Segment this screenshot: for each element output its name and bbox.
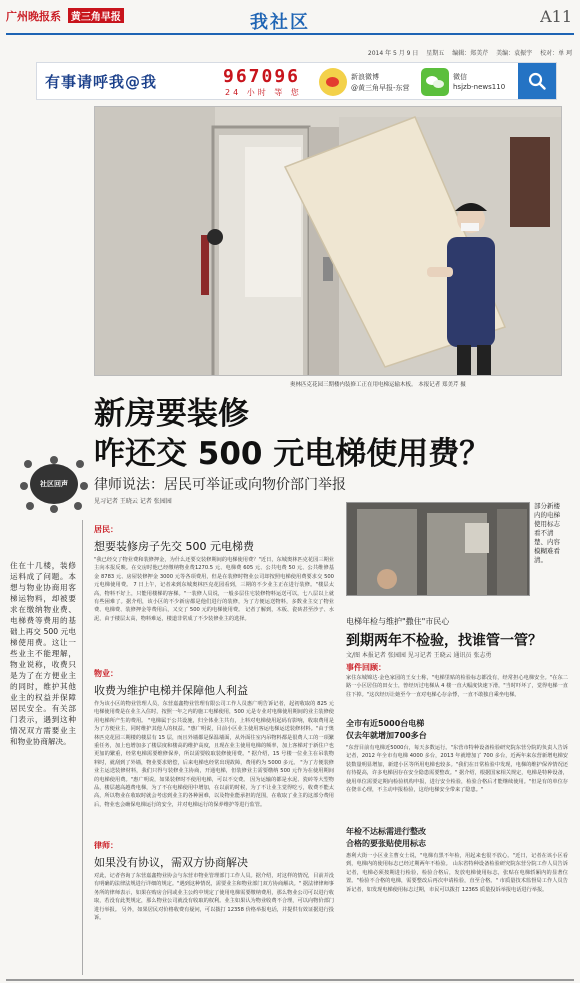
headline-line-2: 咋还交 500 元电梯使用费？ [94, 436, 491, 472]
badge-dot [74, 502, 82, 510]
badge-dot [50, 505, 58, 513]
headline-line-1: 新房要装修 [94, 396, 249, 432]
hotline-number-sub: 24 小时 等 您 [225, 88, 302, 97]
editor-credit: 编辑：郑美芹 [452, 50, 489, 57]
paper-brand [6, 8, 124, 24]
wechat-icon[interactable] [421, 68, 449, 96]
section-body-lawyer: 对此，记者咨询了东营嘉鑫物业协会与东营市物业管理部门工作人员。据介绍，对这样的情况，目前并没有明确的法律法规进行详细的规定。"遇到这种情况，需要业主和物业部门双方协商解决。" 据法律律师事务所的律师表示，如果在购房合同或业主公约中规定了使用电梯需要缴纳费用，那么物业公司可以进行收取，若没有此类规定，那么物业公司就没有收取的权利。业主如果认为物业收费不合理，可以向物价部门进行举报。 另外，如果居民对价格收费有疑问，可以拨打 12358 价格举报电话，并提供有效证据进行投诉。 [94, 873, 334, 922]
elevator-inset-illustration [347, 503, 530, 596]
search-icon [528, 72, 546, 90]
section-kicker-residents: 居民： [94, 525, 118, 534]
main-photo [94, 106, 562, 376]
section-title: 我社区 [250, 12, 310, 33]
elevator-scene-illustration [95, 107, 562, 376]
section-kicker-lawyer: 律师： [94, 841, 118, 850]
issue-date: 2014 年 5 月 9 日 [367, 50, 419, 57]
headline-byline: 见习记者 王晓云 记者 张园园 [94, 498, 172, 505]
inset-photo-note: 部分新楼内的电梯使用标志看不清楚、内容模糊难看清。 [534, 502, 560, 564]
subheadline: 律师说法：居民可举证或向物价部门举报 [94, 477, 346, 493]
issue-weekday: 星期五 [426, 50, 445, 57]
badge-dot [50, 456, 58, 464]
headline [94, 394, 490, 474]
section-heading-lawyer: 如果没有协议，需双方协商解决 [94, 856, 248, 869]
badge-label: 社区回声 [30, 464, 78, 504]
wechat-handle[interactable]: hsjzb-news110 [453, 83, 506, 91]
dateline [362, 48, 572, 57]
right-story-intro: 家住东城锦达·金色家园的王女士称，"电梯里贴的检验标志都没有，经常担心电梯安全。"在东二路一小区居住的田女士，曾经历过电梯从 4 楼一直大幅度快速下滑，"当时吓坏了，觉得电梯一直往下掉。"这次经历让她至今一直对电梯心存余悸，一直不敢独自乘坐电梯。 [346, 675, 568, 698]
page-number: A11 [540, 7, 572, 26]
badge-dot [20, 482, 28, 490]
badge-dot [24, 460, 32, 468]
hotline-number[interactable]: 967096 [223, 66, 301, 87]
footer-rule [6, 979, 574, 981]
right-story-title: 到期两年不检验，找谁管一管？ [346, 633, 542, 649]
weibo-handle[interactable]: @黄三角早报-东营 [351, 84, 410, 92]
right-subhead-1b: 仅去年就增加700多台 [346, 731, 427, 740]
right-subhead-2: 年检不达标需进行整改 [346, 827, 426, 836]
section-kicker-property: 物业： [94, 669, 118, 678]
section-heading-property: 收费为维护电梯并保障他人利益 [94, 684, 248, 697]
section-heading-residents: 想要装修房子先交 500 元电梯费 [94, 540, 254, 553]
weibo-label: 新浪微博 [351, 73, 379, 81]
right-subhead-1: 全市有近5000台电梯 [346, 719, 425, 728]
hotline-slogan: 有事请呼我@我 [45, 73, 158, 91]
hotline-banner [36, 62, 557, 100]
summary-column: 住在十几楼，装修运料成了问题。本想与物业协商用客梯运物料，却被要求在缴纳物业费、电梯费等费用的基础上再交 500 元电梯使用费。这让一些业主不能理解，物业说称，收费只是为了在方便业主的同时，维护其他业主的权益并保障居民安全。有关部门表示，遇到这种情况双方需要业主和物业协商解决。 [10, 561, 76, 746]
right-subhead-2b: 合格的要张贴使用标志 [346, 839, 426, 848]
section-body-residents: "我已经交了物业费和装修押金，为什么还要交装修期间的电梯使用费？"近日，东城奥林匹克花园三期业主向本报反映。在交房时他已经缴纳物业费1270.5 元、电梯费 605 元、公共电费 50 元、公共维修基金 8783 元、房屋装修押金 3000 元等各项费用，但是在装修时物业公司却按照电梯使用费要求交 500 元电梯使用费。 7 日上午，记者来到东城奥林匹克花园看到，三期的不少业主正在进行装修。"楼层太高，物料不好上，只能用楼梯的客梯。"一装修人员说，一般多层住宅装修物料运送可以，七八层以上就有些困难了。据介绍，该小区的不少新房都是他们进行的装修，为了方便运送物料，多数业主交了物业费、电梯费、装修押金等费用后，又交了 500 元的电梯使用费。 记者了解到，木板、瓷砖甚至沙子、水泥，由于楼层太高，物料难运，楼道非常成了不少装修业主的选择。 [94, 557, 334, 622]
edition-box: 黄三角早报 [68, 8, 124, 23]
proofreader-credit: 校对：单 珂 [540, 50, 572, 57]
elevator-inset-photo [346, 502, 530, 596]
badge-dot [80, 482, 88, 490]
paper-name: 广州晚报系 [6, 10, 61, 23]
column-divider [82, 520, 83, 975]
badge-dot [26, 502, 34, 510]
community-echo-badge [20, 456, 88, 512]
masthead-rule [6, 33, 574, 35]
masthead [0, 0, 580, 36]
right-story-pretitle: 电梯年检与维护"撒住"市民心 [346, 617, 450, 626]
right-section-body-2: 惠利大街一小区业主曹女士说，"电梯有黑不年检，用起来也很不放心。"近日，记者在该小区看到，电梯内的使用标志已经过期两年不检验。 山东省特种设备检验研究院东营分院工作人员告诉记者，电梯必须按期进行检验，检验合格后，发放电梯使用标志，张贴在电梯轿厢内的显著位置。"检验不合格的电梯，需要整改后再次申请检验，直至合格。" 市质量技术监督局工作人员告诉记者，如发现电梯使用标志过期，市民可以拨打 12365 质量投诉举报电话进行举报。 [346, 853, 568, 893]
search-button[interactable] [518, 63, 556, 99]
weibo-icon[interactable] [319, 68, 347, 96]
right-story-byline: 文/图 本报记者 张园园 见习记者 王晓云 通讯员 张志勇 [346, 652, 492, 659]
designer-credit: 美编：袁振宇 [496, 50, 533, 57]
photo-caption: 奥林匹克花园三期楼内装修工正在用电梯运输木板。 本报记者 郑美芹 摄 [290, 382, 466, 388]
badge-dot [76, 460, 84, 468]
right-story-kicker: 事件回顾： [346, 663, 386, 672]
section-body-property: 作为该小区的物业管理人员，东营嘉鑫物业管理有限公司工作人员惠广明告诉记者，起初收取的 825 元电梯使用费是在业主入住时，按照一年之内的施工电梯使用，500 元是专业对电梯使用期间的业主装修使用电梯所产生的费用。 "电梯属于公共设施，归全体业主共有，上料对电梯使用起码有影响，收取费用是为了方便业主，同时维护其他人的权益。"惠广明说，目前小区业主使用客运电梯运送装修材料。"由于奥林匹克花园三期楼的楼层有 15 层，而且外墙都是保温墙面，从外面往室内吊物料都是很费人工的一项繁重任务，加上也增加多了楼层度和楼高的维护高度，且现在业主使用电梯的频率，加上客梯对于新住户也更加的繁重，经常电梯需要维修保养，所以需要收取装修使用费。" 据介绍，15 号楼一位业主在吊装物料时，就刮到了外墙，物业要求赔偿，后来电梯也经常出现故障，费用约为 5000 多元。 "为了方便装修业主运送装修材料，我们只得与装修业主协商，开通电梯，但装修业主需要缴纳 500 元作为在使用期间的电梯使用费。"惠广明说，如果装修时不使用电梯，可以不交费。 因为运输的都是水泥、瓷砖等大型物品，楼层越高越费电梯，为了不在电梯使用中增加，在以前的时候，为了不让业主觉得吃亏，收费不能太高，所以物业在收取时就会考虑到业主的各种困难，以及物业能承担的范围，在收取了业主的这部分费用后，物业也会确保电梯运行的安全，并对电梯运行的保养维护等进行监管。 [94, 701, 334, 808]
right-section-body-1: "东营目前有电梯近5000台，每天多数运行。"东营市特种设备检验研究院东营分院的负责人告诉记者，2012 年全市有电梯 4000 多台，2013 年就增加了 700 多台，近两年来东营新增电梯安装数量明显增加，新建小区等所用电梯也较多。"我们在日常检验中发现，电梯的维护保养情况还有待提高，许多电梯因存在安全隐患需要整改。" 据介绍，根据国家相关规定，电梯是特种设备，使用单位需要定期向检验机构申报，进行安全检验，检验合格后才能继续使用。"但是有的单位存在侥幸心理，不主动申报检验，这给电梯安全带来了隐患。" [346, 745, 568, 794]
wechat-label: 微信 [453, 73, 467, 81]
